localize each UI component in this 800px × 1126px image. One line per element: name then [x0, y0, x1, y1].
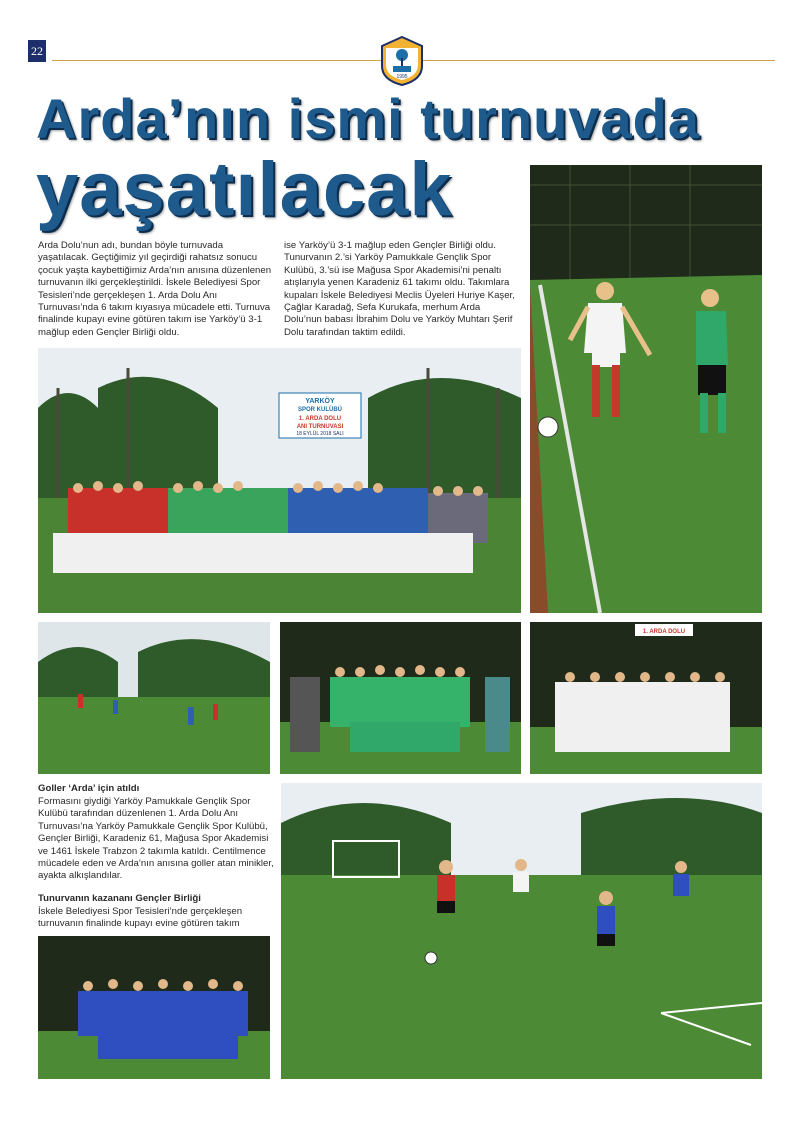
intro-column-1: Arda Dolu’nun adı, bundan böyle turnuvada yaşatılacak. Geçtiğimiz yıl geçirdiği rahatsız sonucu çocuk yaşta kaybettiğimiz Arda’nın anısına düzenlenen turnuvanın ilki gerçekleştirildi. İskele Belediyesi Spor Tesisleri’nde gerçekleşen 1. Arda Dolu Anı Turnuvası’nda 6 takım kıyasıya mücadele etti. Turnuva finalinde kupayı evine götüren takım ise Yarköy’ü 3-1 mağlup eden Gençler Birliği oldu. — [38, 240, 272, 338]
small-banner-text: 1. ARDA DOLU — [642, 629, 686, 635]
section2-text: İskele Belediyesi Spor Tesisleri’nde gerçekleşen turnuvanın finalinde kupayı evine götüren takım — [38, 906, 243, 930]
photo-group-banner — [38, 348, 521, 613]
banner-line3: 1. ARDA DOLU — [298, 416, 342, 422]
municipality-logo — [380, 36, 424, 86]
photo-team-blue — [38, 936, 270, 1079]
banner-line2: SPOR KULÜBÜ — [297, 407, 343, 413]
banner-line5: 18 EYLÜL 2018 SALI — [296, 431, 344, 437]
photo-match-action — [281, 783, 762, 1079]
intro-column-2: ise Yarköy’ü 3-1 mağlup eden Gençler Birliği oldu. Tunurvanın 2.’si Yarköy Pamukkale Gençlik Spor Kulübü, 3.’sü ise Mağusa Spor Akademisi’ni penaltı atışlarıyla yenen Karadeniz 61 takımı oldu. Takımlara kupaları İskele Belediyesi Meclis Üyeleri Huriye Kaşer, Çağlar Karadağ, Sefa Kurukafa, merhum Arda Dolu’nun babası İbrahim Dolu ve Yarköy Muhtarı Şerif Dolu tarafından taktim edildi. — [284, 240, 515, 338]
banner-line4: ANI TURNUVASI — [296, 424, 344, 430]
section1-heading: Goller ‘Arda’ için atıldı — [38, 783, 140, 794]
headline-line1: Arda’nın ismi turnuvada — [36, 87, 700, 150]
section1-text: Formasını giydiği Yarköy Pamukkale Gençlik Spor Kulübü tarafından düzenlenen 1. Arda Dolu Anı Turnuvası’na Yarköy Pamukkale Gençlik Spor Kulübü, Gençler Birliği, Karadeniz 61, Mağusa Spor Akademisi ve 1461 İskele Trabzon 2 takımla katıldı. Centilmence mücadele eden ve Arda’nın anısına goller atan minikler, ayakta alkışlandılar. — [38, 796, 274, 882]
section2-heading: Tunurvanın kazananı Gençler Birliği — [38, 893, 201, 904]
headline-line2: yaşatılacak — [36, 147, 453, 232]
photo-team-white — [530, 622, 762, 774]
photo-match-wide — [38, 622, 270, 774]
logo-year: 1995 — [396, 74, 408, 80]
photo-players-action — [530, 165, 762, 613]
banner-line1: YARKÖY — [305, 398, 335, 405]
photo-team-green — [280, 622, 521, 774]
page-number: 22 — [28, 40, 46, 62]
